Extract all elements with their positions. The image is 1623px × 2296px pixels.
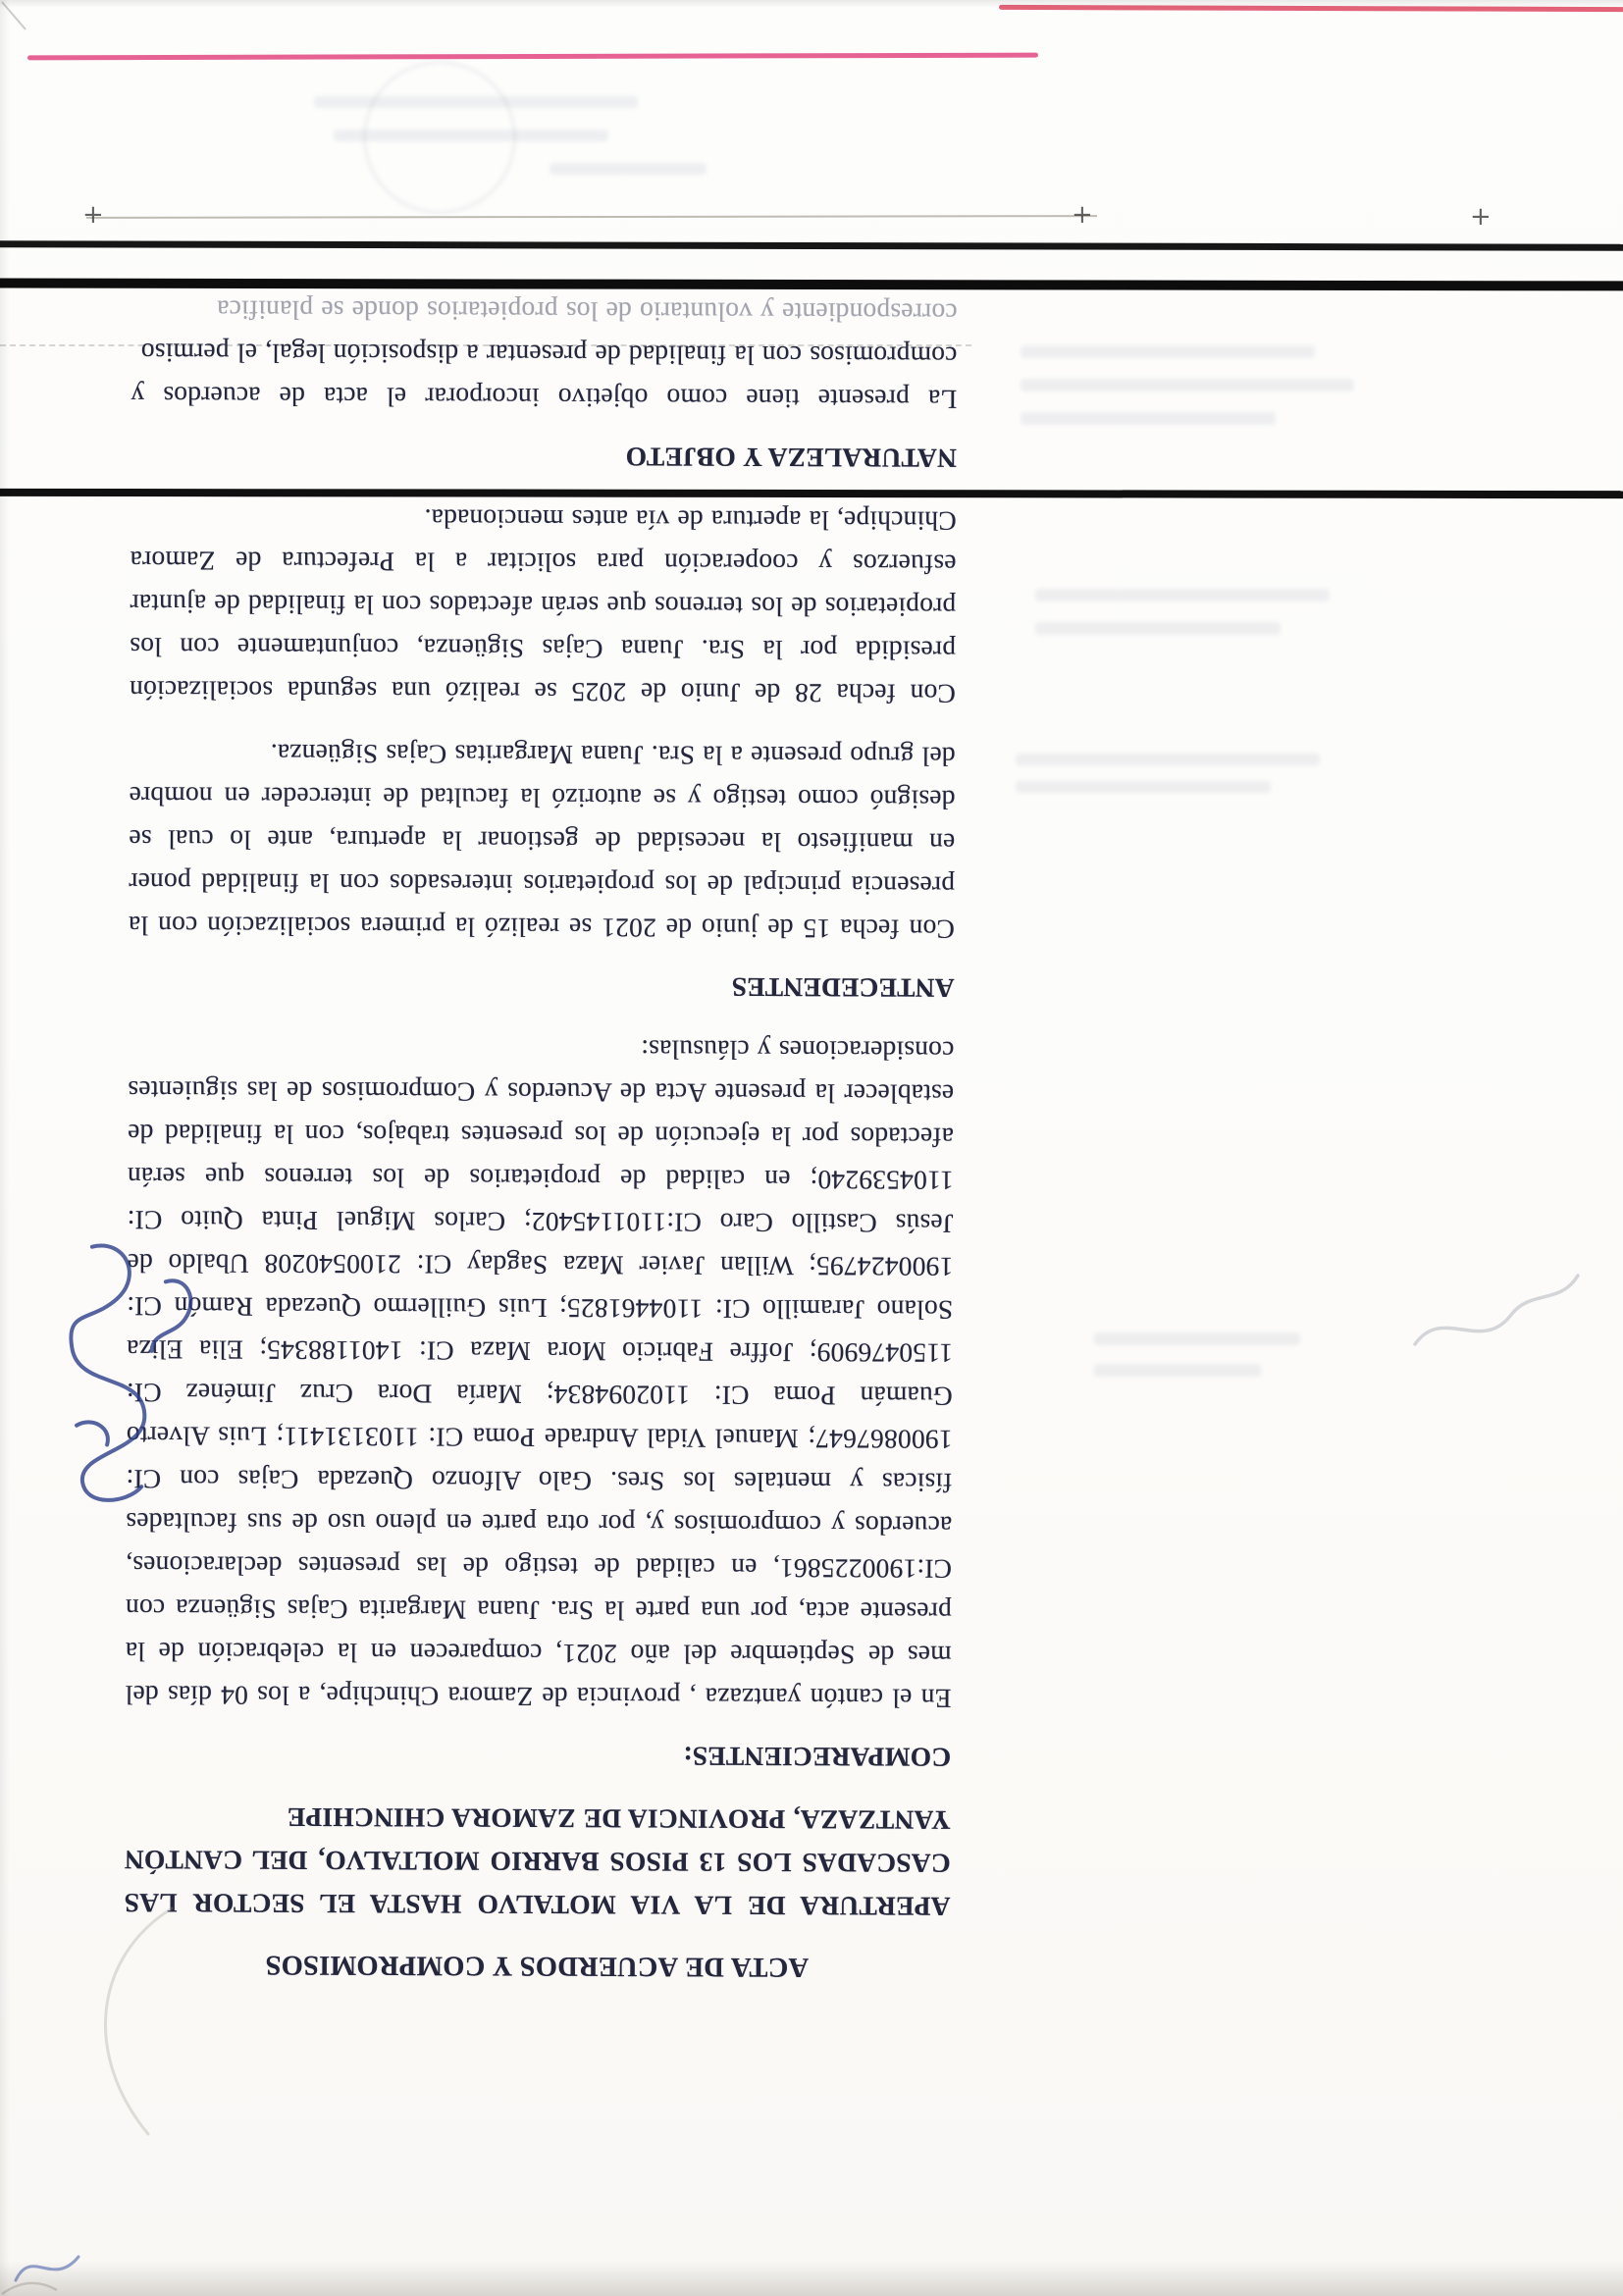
bleedthrough-smudge xyxy=(1035,622,1281,635)
paragraph-antecedentes-2: Con fecha 28 de Junio de 2025 se realizó una segunda socialización presidida por la Sra. Juana Cajas Sigüenza, conjuntamente con los propietarios de los terrenos que serán afectados con la finalidad de ajuntar esfuerzos y cooperación para solicitar a la Prefectura de Zamora Chinchipe, la apertura de vía antes mencionada. xyxy=(129,503,957,709)
paragraph-comparecientes: En el cantón yantzaza , provincia de Zamora Chinchipe, a los 04 días del mes de Septiembre del año 2021, comparecen en la celebración de la presente acta, por una parte la Sra. Juana Margarita Cajas Sigüenza con CI:1900225861, en calidad de testigo de las presentes declaraciones, acuerdos y compromisos y, por otra parte en pleno uso de sus facultades físicas y mentales los Sres. Galo Alfonzo Quezada Cajas con CI: 1900867647; Manuel Vidal Andrade Poma CI: 1103131411; Luis Alverto Guamán Poma CI: 1102094834; María Dora Cruz Jiménez CI: 1150476909; Joffre Fabricio Mora Maza CI: 1401188345; Elia Eliza Solano Jaramillo CI: 1104461825; Luis Guillermo Quezada Ramón CI: 1900424795; Willan Javier Maza Sagday CI: 2100540208 Ubaldo de Jesús Castillo Caro CI:1101145402; Carlos Miguel Pinta Quito CI: 1104539240; en calidad de propietarios de los terrenos que serán afectados por la ejecución de los presentes trabajos, con la finalidad de establecer la presente Acta de Acuerdos y Compromisos de las siguientes consideraciones y cláusulas: xyxy=(125,1034,955,1714)
bleedthrough-smudge xyxy=(1021,345,1315,358)
bleedthrough-smudge xyxy=(1035,589,1330,601)
paragraph-antecedentes-1: Con fecha 15 de junio de 2021 se realizó la primera socialización con la presencia principal de los propietarios interesados con la finalidad poner en manifiesto la necesidad de gestionar la apertura, ante lo cual se designó como testigo y se autorizó la facultad de interceder en nombre del grupo presente a la Sra. Juana Margaritas Cajas Sigüenza. xyxy=(128,738,956,945)
pink-marker-line xyxy=(27,53,1038,61)
bleedthrough-smudge xyxy=(550,163,707,175)
document-title: ACTA DE ACUERDOS Y COMPROMISOS xyxy=(265,1949,810,1983)
bleedthrough-smudge xyxy=(1094,1364,1261,1377)
bleedthrough-smudge xyxy=(334,130,608,141)
bleedthrough-smudge xyxy=(314,96,638,108)
document-subtitle: APERTURA DE LA VIA MOTALVO HASTA EL SECTOR LAS CASCADAS LOS 13 PISOS BARRIO MOLTALVO, DEL CANTÓN YANTZAZA, PROVINCIA DE ZAMORA CHINCHIPE xyxy=(124,1801,951,1922)
registration-mark: + xyxy=(82,200,104,230)
handwriting-scribble-blue xyxy=(29,1238,236,1533)
registration-mark: + xyxy=(1470,202,1492,232)
section-heading-naturaleza: NATURALEZA Y OBJETO xyxy=(625,442,958,474)
section-heading-antecedentes: ANTECEDENTES xyxy=(731,971,955,1004)
bleedthrough-smudge xyxy=(1021,379,1354,391)
fold-crease-line xyxy=(86,215,1097,219)
pencil-curve-mark xyxy=(54,1899,201,2144)
paragraph-naturaleza-cutoff: correspondiente y voluntario de los propietarios donde se planifica xyxy=(217,294,958,329)
bleedthrough-smudge xyxy=(1094,1332,1300,1345)
paragraph-naturaleza: La presente tiene como objetivo incorporar el acta de acuerdos y compromisos con la finalidad de presentar a disposición legal, el permiso xyxy=(131,338,958,415)
scan-shadow-top xyxy=(0,0,1623,8)
bleedthrough-smudge xyxy=(1016,754,1320,765)
section-heading-comparecientes: COMPARECIENTES: xyxy=(683,1741,952,1773)
scan-shadow-bottom xyxy=(0,2261,1623,2296)
handwriting-bleedthrough-gray xyxy=(1403,1246,1590,1374)
scan-shadow-left xyxy=(0,0,10,2296)
bleedthrough-smudge xyxy=(1016,781,1271,793)
registration-mark: + xyxy=(1072,200,1093,230)
bleedthrough-smudge xyxy=(1021,412,1276,425)
